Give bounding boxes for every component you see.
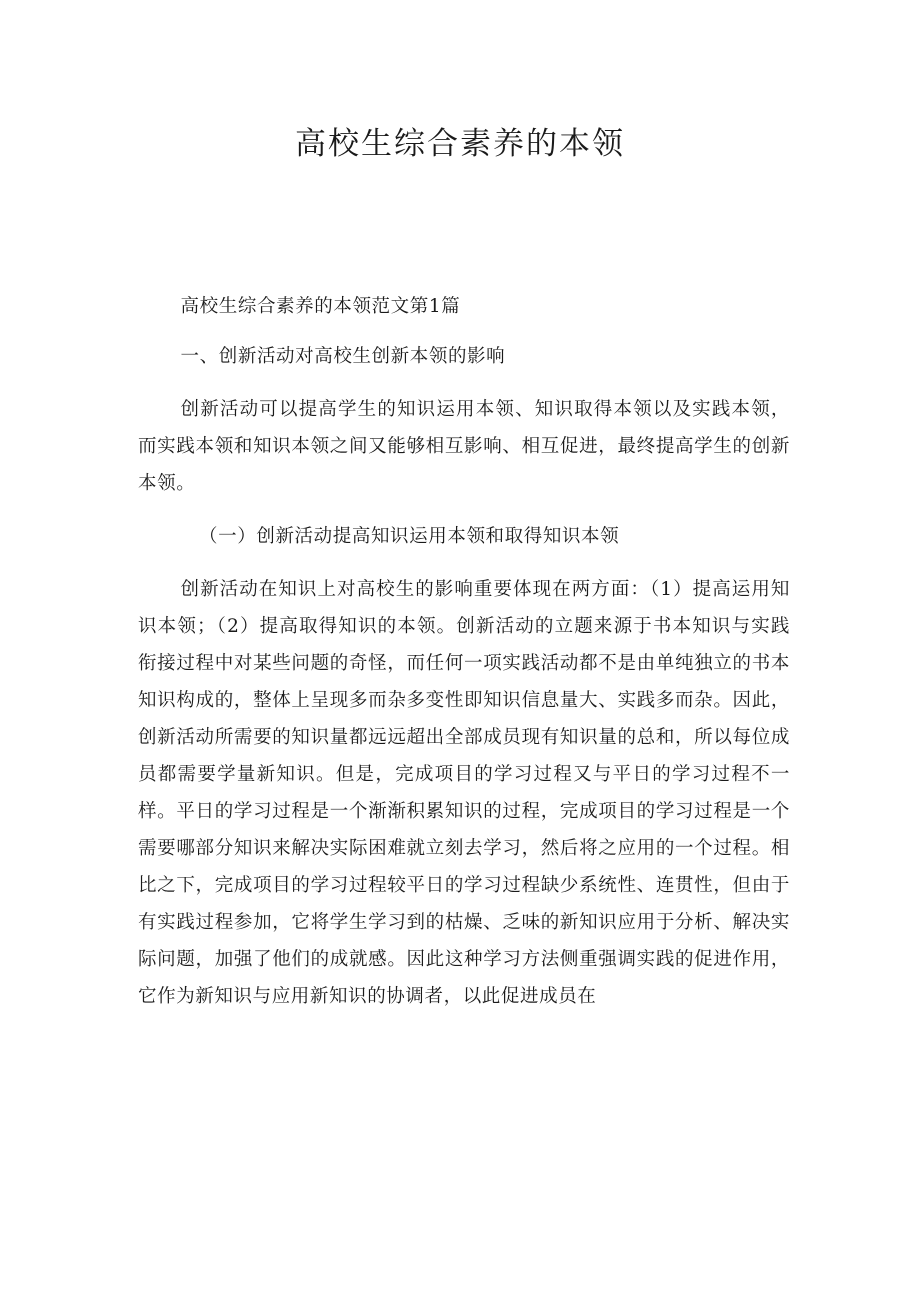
chapter-heading: 一、创新活动对高校生创新本领的影响 xyxy=(180,346,506,367)
subsection-heading: （一）创新活动提高知识运用本领和取得知识本领 xyxy=(199,526,620,547)
section-heading: 高校生综合素养的本领范文第1篇 xyxy=(180,296,461,317)
document-title: 高校生综合素养的本领 xyxy=(295,126,625,162)
body-paragraph: 创新活动在知识上对高校生的影响重要体现在两方面：（1）提高运用知识本领；（2）提高取得知识的本领。创新活动的立题来源于书本知识与实践衔接过程中对某些问题的奇怪，而任何一项实践活动都不是由单纯独立的书本知识构成的，整体上呈现多而杂多变性即知识信息量大、实践多而杂。因此，创新活动所需要的知识量都远远超出全部成员现有知识量的总和，所以每位成员都需要学量新知识。但是，完成项目的学习过程又与平日的学习过程不一样。平日的学习过程是一个渐渐积累知识的过程，完成项目的学习过程是一个需要哪部分知识来解决实际困难就立刻去学习，然后将之应用的一个过程。相比之下，完成项目的学习过程较平日的学习过程缺少系统性、连贯性，但由于有实践过程参加，它将学生学习到的枯燥、乏味的新知识应用于分析、解决实际问题，加强了他们的成就感。因此这种学习方法侧重强调实践的促进作用，它作为新知识与应用新知识的协调者，以此促进成员在 xyxy=(138,579,790,1007)
document-body xyxy=(138,288,790,1015)
body-paragraph: 创新活动可以提高学生的知识运用本领、知识取得本领以及实践本领，而实践本领和知识本领之间又能够相互影响、相互促进，最终提高学生的创新本领。 xyxy=(138,399,790,494)
